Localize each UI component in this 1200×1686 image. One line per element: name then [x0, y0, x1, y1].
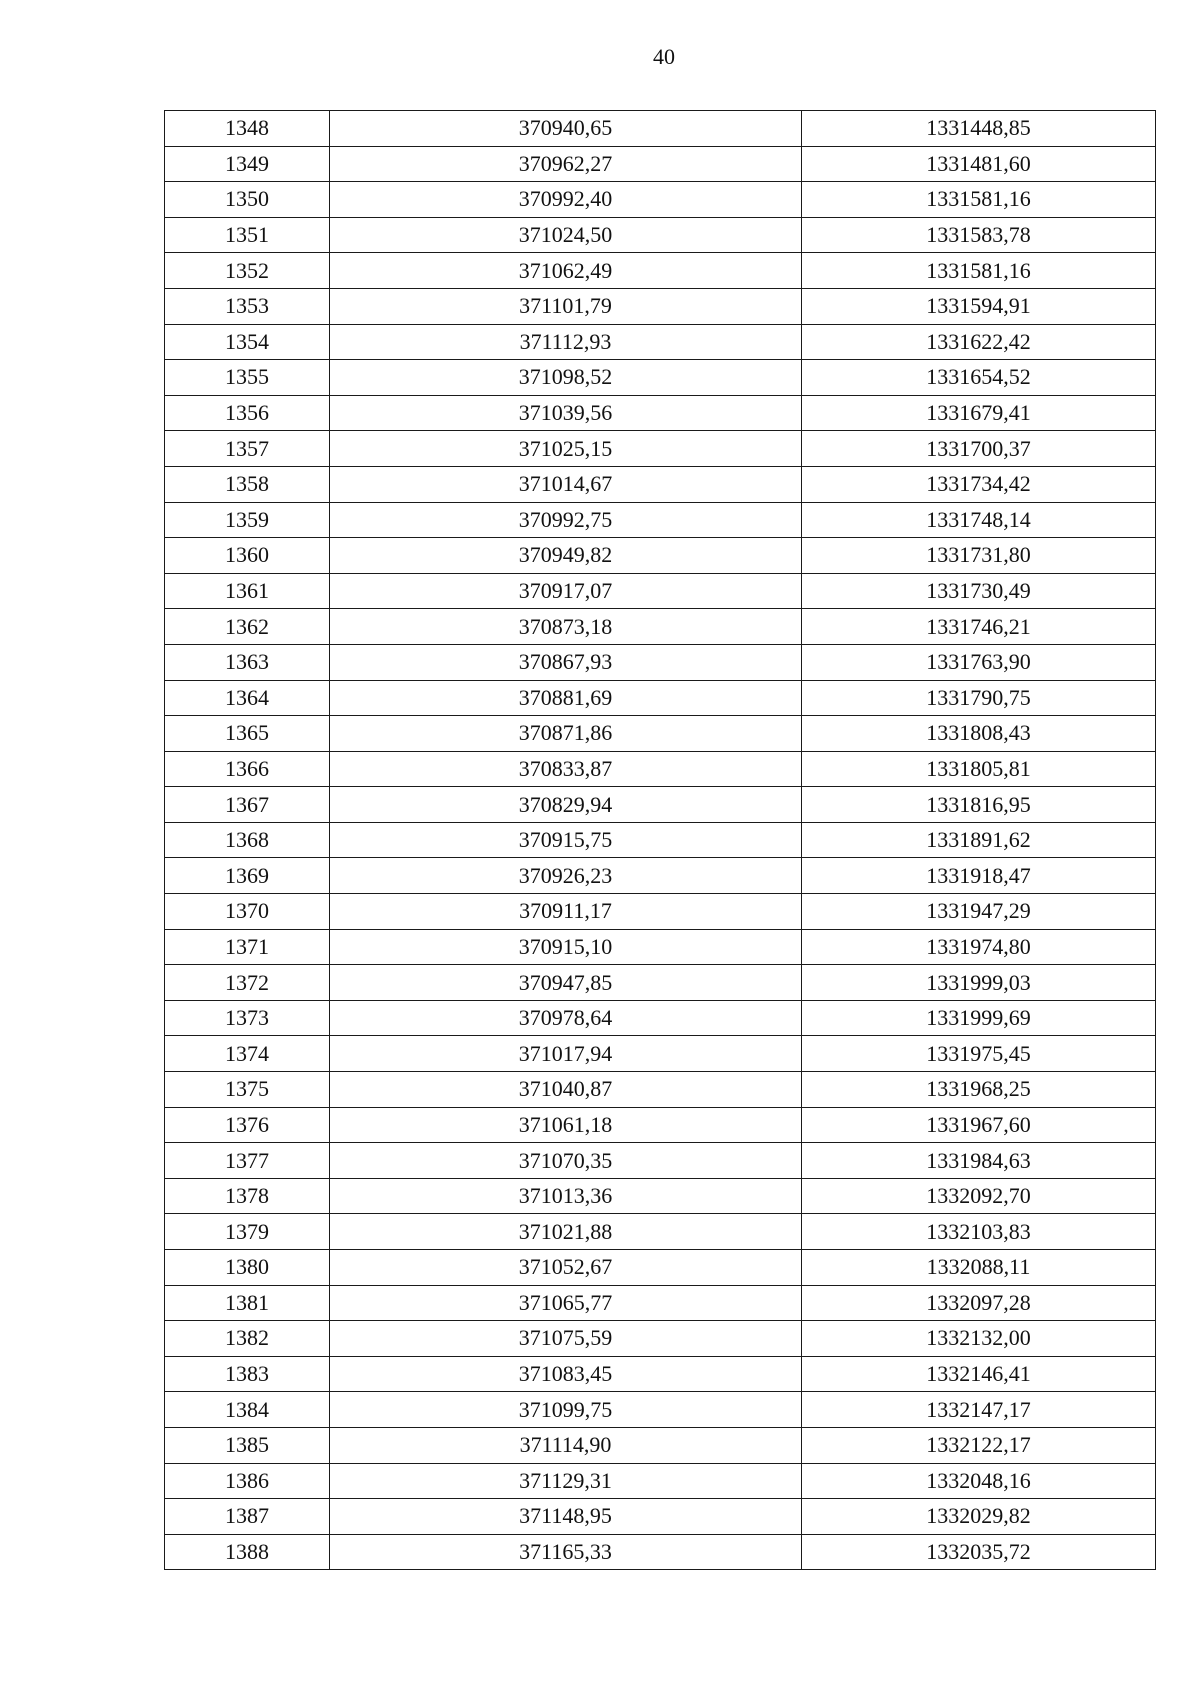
x-coordinate-cell: 370926,23 — [330, 858, 802, 894]
y-coordinate-cell: 1332132,00 — [802, 1321, 1156, 1357]
x-coordinate-cell: 371101,79 — [330, 288, 802, 324]
y-coordinate-cell: 1331763,90 — [802, 644, 1156, 680]
table-row — [165, 1143, 1156, 1179]
table-row — [165, 111, 1156, 147]
y-coordinate-cell: 1332147,17 — [802, 1392, 1156, 1428]
point-number-cell: 1374 — [165, 1036, 330, 1072]
table-row — [165, 1250, 1156, 1286]
x-coordinate-cell: 371062,49 — [330, 253, 802, 289]
y-coordinate-cell: 1331790,75 — [802, 680, 1156, 716]
point-number-cell: 1367 — [165, 787, 330, 823]
y-coordinate-cell: 1331816,95 — [802, 787, 1156, 823]
x-coordinate-cell: 371025,15 — [330, 431, 802, 467]
table-row — [165, 894, 1156, 930]
x-coordinate-cell: 371114,90 — [330, 1427, 802, 1463]
x-coordinate-cell: 371148,95 — [330, 1499, 802, 1535]
point-number-cell: 1379 — [165, 1214, 330, 1250]
point-number-cell: 1377 — [165, 1143, 330, 1179]
y-coordinate-cell: 1331974,80 — [802, 929, 1156, 965]
x-coordinate-cell: 370947,85 — [330, 965, 802, 1001]
y-coordinate-cell: 1331808,43 — [802, 716, 1156, 752]
y-coordinate-cell: 1331583,78 — [802, 217, 1156, 253]
table-row — [165, 965, 1156, 1001]
table-row — [165, 502, 1156, 538]
y-coordinate-cell: 1332035,72 — [802, 1534, 1156, 1570]
y-coordinate-cell: 1332097,28 — [802, 1285, 1156, 1321]
table-row — [165, 288, 1156, 324]
point-number-cell: 1362 — [165, 609, 330, 645]
table-row — [165, 538, 1156, 574]
x-coordinate-cell: 370871,86 — [330, 716, 802, 752]
point-number-cell: 1359 — [165, 502, 330, 538]
table-row — [165, 573, 1156, 609]
x-coordinate-cell: 371021,88 — [330, 1214, 802, 1250]
table-row — [165, 1534, 1156, 1570]
y-coordinate-cell: 1331448,85 — [802, 111, 1156, 147]
x-coordinate-cell: 370992,40 — [330, 182, 802, 218]
y-coordinate-cell: 1331984,63 — [802, 1143, 1156, 1179]
y-coordinate-cell: 1331581,16 — [802, 182, 1156, 218]
table-row — [165, 182, 1156, 218]
point-number-cell: 1348 — [165, 111, 330, 147]
x-coordinate-cell: 371017,94 — [330, 1036, 802, 1072]
x-coordinate-cell: 370949,82 — [330, 538, 802, 574]
x-coordinate-cell: 370978,64 — [330, 1000, 802, 1036]
x-coordinate-cell: 370962,27 — [330, 146, 802, 182]
y-coordinate-cell: 1332088,11 — [802, 1250, 1156, 1286]
table-row — [165, 1356, 1156, 1392]
table-row — [165, 1321, 1156, 1357]
point-number-cell: 1375 — [165, 1072, 330, 1108]
table-row — [165, 324, 1156, 360]
y-coordinate-cell: 1331975,45 — [802, 1036, 1156, 1072]
point-number-cell: 1363 — [165, 644, 330, 680]
table-row — [165, 1107, 1156, 1143]
y-coordinate-cell: 1332029,82 — [802, 1499, 1156, 1535]
x-coordinate-cell: 371083,45 — [330, 1356, 802, 1392]
table-row — [165, 1036, 1156, 1072]
y-coordinate-cell: 1331968,25 — [802, 1072, 1156, 1108]
table-row — [165, 1285, 1156, 1321]
x-coordinate-cell: 371098,52 — [330, 360, 802, 396]
x-coordinate-cell: 371065,77 — [330, 1285, 802, 1321]
point-number-cell: 1368 — [165, 822, 330, 858]
y-coordinate-cell: 1331999,03 — [802, 965, 1156, 1001]
x-coordinate-cell: 371040,87 — [330, 1072, 802, 1108]
y-coordinate-cell: 1331581,16 — [802, 253, 1156, 289]
y-coordinate-cell: 1331734,42 — [802, 466, 1156, 502]
table-row — [165, 1072, 1156, 1108]
x-coordinate-cell: 370881,69 — [330, 680, 802, 716]
point-number-cell: 1382 — [165, 1321, 330, 1357]
point-number-cell: 1358 — [165, 466, 330, 502]
table-row — [165, 1427, 1156, 1463]
y-coordinate-cell: 1331700,37 — [802, 431, 1156, 467]
x-coordinate-cell: 371024,50 — [330, 217, 802, 253]
point-number-cell: 1385 — [165, 1427, 330, 1463]
y-coordinate-cell: 1332146,41 — [802, 1356, 1156, 1392]
x-coordinate-cell: 371129,31 — [330, 1463, 802, 1499]
table-row — [165, 431, 1156, 467]
point-number-cell: 1357 — [165, 431, 330, 467]
table-row — [165, 680, 1156, 716]
y-coordinate-cell: 1332103,83 — [802, 1214, 1156, 1250]
y-coordinate-cell: 1331999,69 — [802, 1000, 1156, 1036]
point-number-cell: 1352 — [165, 253, 330, 289]
table-row — [165, 716, 1156, 752]
table-row — [165, 217, 1156, 253]
x-coordinate-cell: 371061,18 — [330, 1107, 802, 1143]
x-coordinate-cell: 371014,67 — [330, 466, 802, 502]
table-row — [165, 644, 1156, 680]
table-row — [165, 360, 1156, 396]
x-coordinate-cell: 371075,59 — [330, 1321, 802, 1357]
table-row — [165, 466, 1156, 502]
x-coordinate-cell: 370917,07 — [330, 573, 802, 609]
table-row — [165, 253, 1156, 289]
point-number-cell: 1351 — [165, 217, 330, 253]
y-coordinate-cell: 1331947,29 — [802, 894, 1156, 930]
y-coordinate-cell: 1331891,62 — [802, 822, 1156, 858]
x-coordinate-cell: 371112,93 — [330, 324, 802, 360]
x-coordinate-cell: 370833,87 — [330, 751, 802, 787]
x-coordinate-cell: 371165,33 — [330, 1534, 802, 1570]
table-row — [165, 1463, 1156, 1499]
x-coordinate-cell: 371052,67 — [330, 1250, 802, 1286]
y-coordinate-cell: 1332092,70 — [802, 1178, 1156, 1214]
x-coordinate-cell: 370915,75 — [330, 822, 802, 858]
y-coordinate-cell: 1331967,60 — [802, 1107, 1156, 1143]
point-number-cell: 1366 — [165, 751, 330, 787]
y-coordinate-cell: 1331748,14 — [802, 502, 1156, 538]
x-coordinate-cell: 371039,56 — [330, 395, 802, 431]
y-coordinate-cell: 1331731,80 — [802, 538, 1156, 574]
table-row — [165, 787, 1156, 823]
point-number-cell: 1381 — [165, 1285, 330, 1321]
y-coordinate-cell: 1331746,21 — [802, 609, 1156, 645]
table-row — [165, 929, 1156, 965]
y-coordinate-cell: 1331730,49 — [802, 573, 1156, 609]
x-coordinate-cell: 371070,35 — [330, 1143, 802, 1179]
point-number-cell: 1372 — [165, 965, 330, 1001]
table-row — [165, 822, 1156, 858]
x-coordinate-cell: 370915,10 — [330, 929, 802, 965]
point-number-cell: 1384 — [165, 1392, 330, 1428]
point-number-cell: 1376 — [165, 1107, 330, 1143]
y-coordinate-cell: 1331481,60 — [802, 146, 1156, 182]
y-coordinate-cell: 1331622,42 — [802, 324, 1156, 360]
point-number-cell: 1355 — [165, 360, 330, 396]
y-coordinate-cell: 1331918,47 — [802, 858, 1156, 894]
coordinates-table — [164, 110, 1156, 1570]
point-number-cell: 1349 — [165, 146, 330, 182]
point-number-cell: 1388 — [165, 1534, 330, 1570]
table-row — [165, 1214, 1156, 1250]
point-number-cell: 1383 — [165, 1356, 330, 1392]
y-coordinate-cell: 1332048,16 — [802, 1463, 1156, 1499]
coordinates-table-body — [165, 111, 1156, 1570]
table-row — [165, 395, 1156, 431]
table-row — [165, 146, 1156, 182]
point-number-cell: 1350 — [165, 182, 330, 218]
x-coordinate-cell: 371099,75 — [330, 1392, 802, 1428]
y-coordinate-cell: 1332122,17 — [802, 1427, 1156, 1463]
x-coordinate-cell: 370992,75 — [330, 502, 802, 538]
y-coordinate-cell: 1331805,81 — [802, 751, 1156, 787]
x-coordinate-cell: 371013,36 — [330, 1178, 802, 1214]
point-number-cell: 1380 — [165, 1250, 330, 1286]
x-coordinate-cell: 370829,94 — [330, 787, 802, 823]
table-row — [165, 1392, 1156, 1428]
x-coordinate-cell: 370867,93 — [330, 644, 802, 680]
point-number-cell: 1356 — [165, 395, 330, 431]
point-number-cell: 1354 — [165, 324, 330, 360]
point-number-cell: 1386 — [165, 1463, 330, 1499]
page-number: 40 — [653, 44, 675, 69]
table-row — [165, 751, 1156, 787]
point-number-cell: 1370 — [165, 894, 330, 930]
x-coordinate-cell: 370940,65 — [330, 111, 802, 147]
y-coordinate-cell: 1331654,52 — [802, 360, 1156, 396]
point-number-cell: 1361 — [165, 573, 330, 609]
point-number-cell: 1364 — [165, 680, 330, 716]
point-number-cell: 1378 — [165, 1178, 330, 1214]
y-coordinate-cell: 1331679,41 — [802, 395, 1156, 431]
point-number-cell: 1373 — [165, 1000, 330, 1036]
point-number-cell: 1387 — [165, 1499, 330, 1535]
table-row — [165, 609, 1156, 645]
table-row — [165, 1178, 1156, 1214]
y-coordinate-cell: 1331594,91 — [802, 288, 1156, 324]
x-coordinate-cell: 370911,17 — [330, 894, 802, 930]
table-row — [165, 1499, 1156, 1535]
table-row — [165, 858, 1156, 894]
point-number-cell: 1369 — [165, 858, 330, 894]
point-number-cell: 1360 — [165, 538, 330, 574]
table-row — [165, 1000, 1156, 1036]
point-number-cell: 1371 — [165, 929, 330, 965]
x-coordinate-cell: 370873,18 — [330, 609, 802, 645]
point-number-cell: 1353 — [165, 288, 330, 324]
point-number-cell: 1365 — [165, 716, 330, 752]
